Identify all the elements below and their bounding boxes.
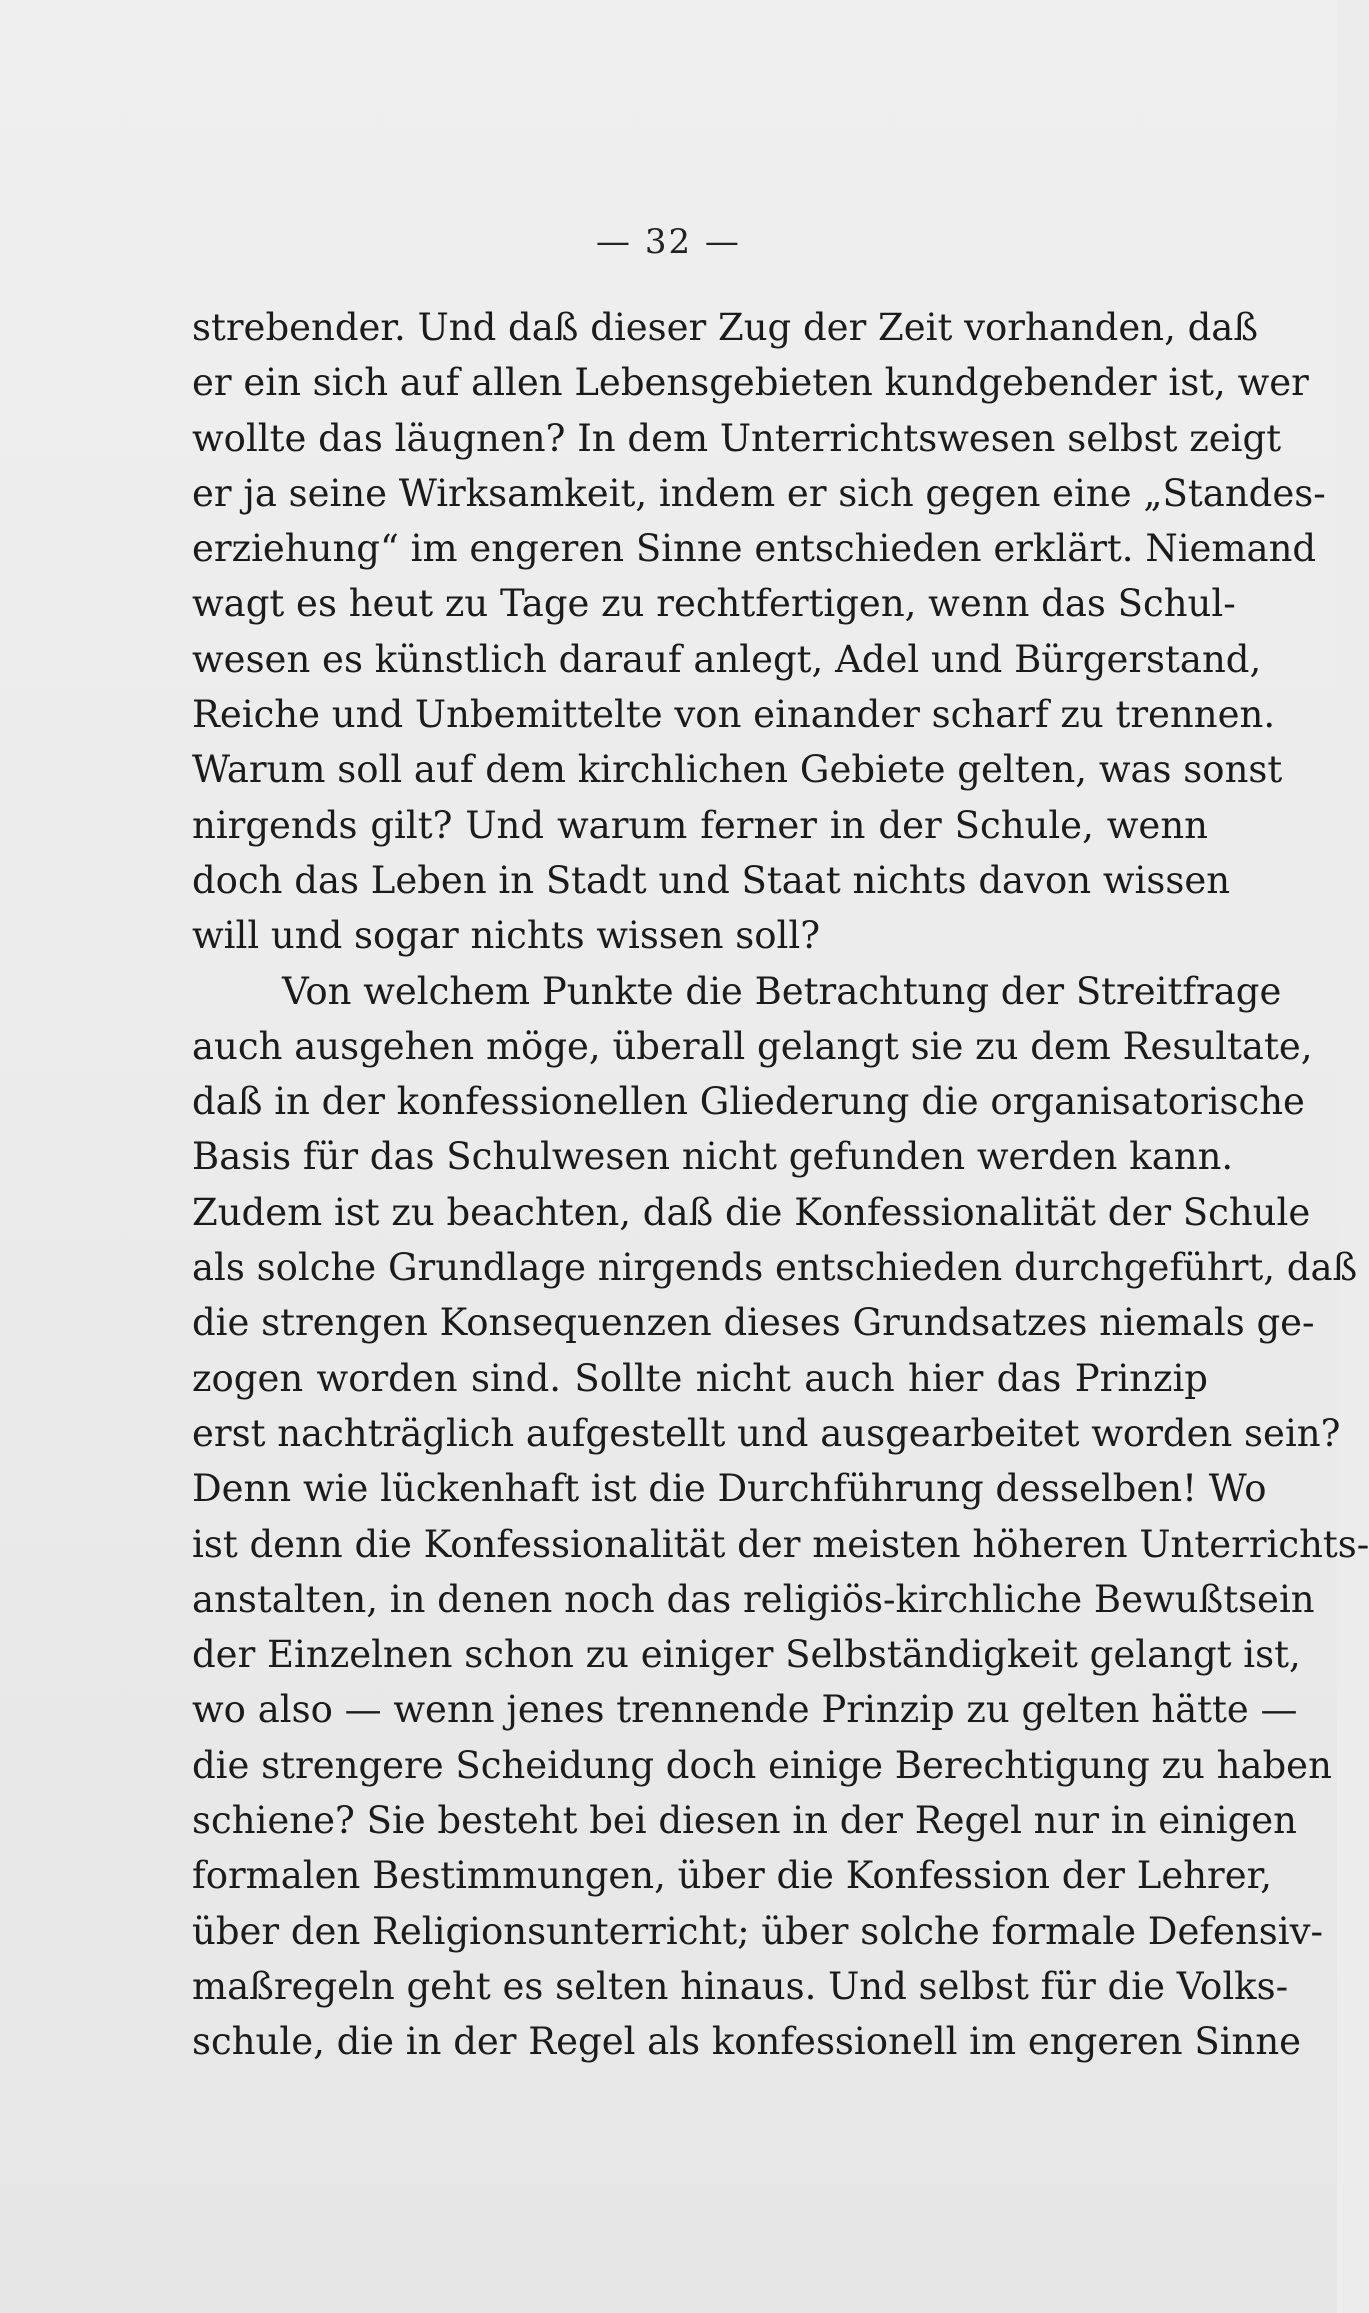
text-line: maßregeln geht es selten hinaus. Und selbst für die Volks-: [192, 1964, 1289, 2008]
text-line: die strengere Scheidung doch einige Berechtigung zu haben: [192, 1743, 1332, 1787]
text-line: strebender. Und daß dieser Zug der Zeit vorhanden, daß: [192, 306, 1259, 349]
text-line: wagt es heut zu Tage zu rechtfertigen, wenn das Schul-: [192, 582, 1236, 626]
text-line: Reiche und Unbemittelte von einander scharf zu trennen.: [192, 693, 1276, 737]
text-line: schiene? Sie besteht bei diesen in der Regel nur in einigen: [192, 1799, 1298, 1843]
text-line: als solche Grundlage nirgends entschieden durchgeführt, daß: [192, 1246, 1358, 1290]
text-line: der Einzelnen schon zu einiger Selbständigkeit gelangt ist,: [192, 1633, 1301, 1677]
text-line: Denn wie lückenhaft ist die Durchführung desselben! Wo: [192, 1467, 1267, 1511]
body-text: [192, 300, 1369, 2070]
text-line: ist denn die Konfessionalität der meisten höheren Unterrichts-: [192, 1522, 1369, 1566]
page-number: — 32 —: [596, 222, 741, 262]
text-line: formalen Bestimmungen, über die Konfession der Lehrer,: [192, 1854, 1273, 1898]
text-line: er ein sich auf allen Lebensgebieten kundgebender ist, wer: [192, 361, 1309, 405]
text-line: über den Religionsunterricht; über solche formale Defensiv-: [192, 1909, 1324, 1953]
text-line: will und sogar nichts wissen soll?: [192, 914, 821, 958]
text-line: wo also — wenn jenes trennende Prinzip zu gelten hätte —: [192, 1688, 1298, 1732]
text-line: zogen worden sind. Sollte nicht auch hier das Prinzip: [192, 1356, 1208, 1400]
paragraph-start-line: Von welchem Punkte die Betrachtung der Streitfrage: [282, 969, 1282, 1013]
text-line: doch das Leben in Stadt und Staat nichts davon wissen: [192, 858, 1231, 902]
text-line: erziehung“ im engeren Sinne entschieden erklärt. Niemand: [192, 527, 1317, 571]
text-line: Basis für das Schulwesen nicht gefunden werden kann.: [192, 1135, 1234, 1179]
text-line: daß in der konfessionellen Gliederung die organisatorische: [192, 1080, 1305, 1124]
text-line: erst nachträglich aufgestellt und ausgearbeitet worden sein?: [192, 1411, 1341, 1455]
text-line: wesen es künstlich darauf anlegt, Adel und Bürgerstand,: [192, 637, 1262, 681]
text-line: auch ausgehen möge, überall gelangt sie zu dem Resultate,: [192, 1024, 1313, 1068]
text-line: anstalten, in denen noch das religiös-kirchliche Bewußtsein: [192, 1577, 1315, 1621]
text-line: Warum soll auf dem kirchlichen Gebiete gelten, was sonst: [192, 748, 1283, 792]
text-line: Zudem ist zu beachten, daß die Konfessionalität der Schule: [192, 1190, 1311, 1234]
text-line: schule, die in der Regel als konfessionell im engeren Sinne: [192, 2020, 1302, 2064]
text-line: nirgends gilt? Und warum ferner in der Schule, wenn: [192, 803, 1208, 847]
text-line: er ja seine Wirksamkeit, indem er sich gegen eine „Standes-: [192, 471, 1326, 515]
text-line: wollte das läugnen? In dem Unterrichtswesen selbst zeigt: [192, 416, 1282, 460]
text-line: die strengen Konsequenzen dieses Grundsatzes niemals ge-: [192, 1301, 1315, 1345]
